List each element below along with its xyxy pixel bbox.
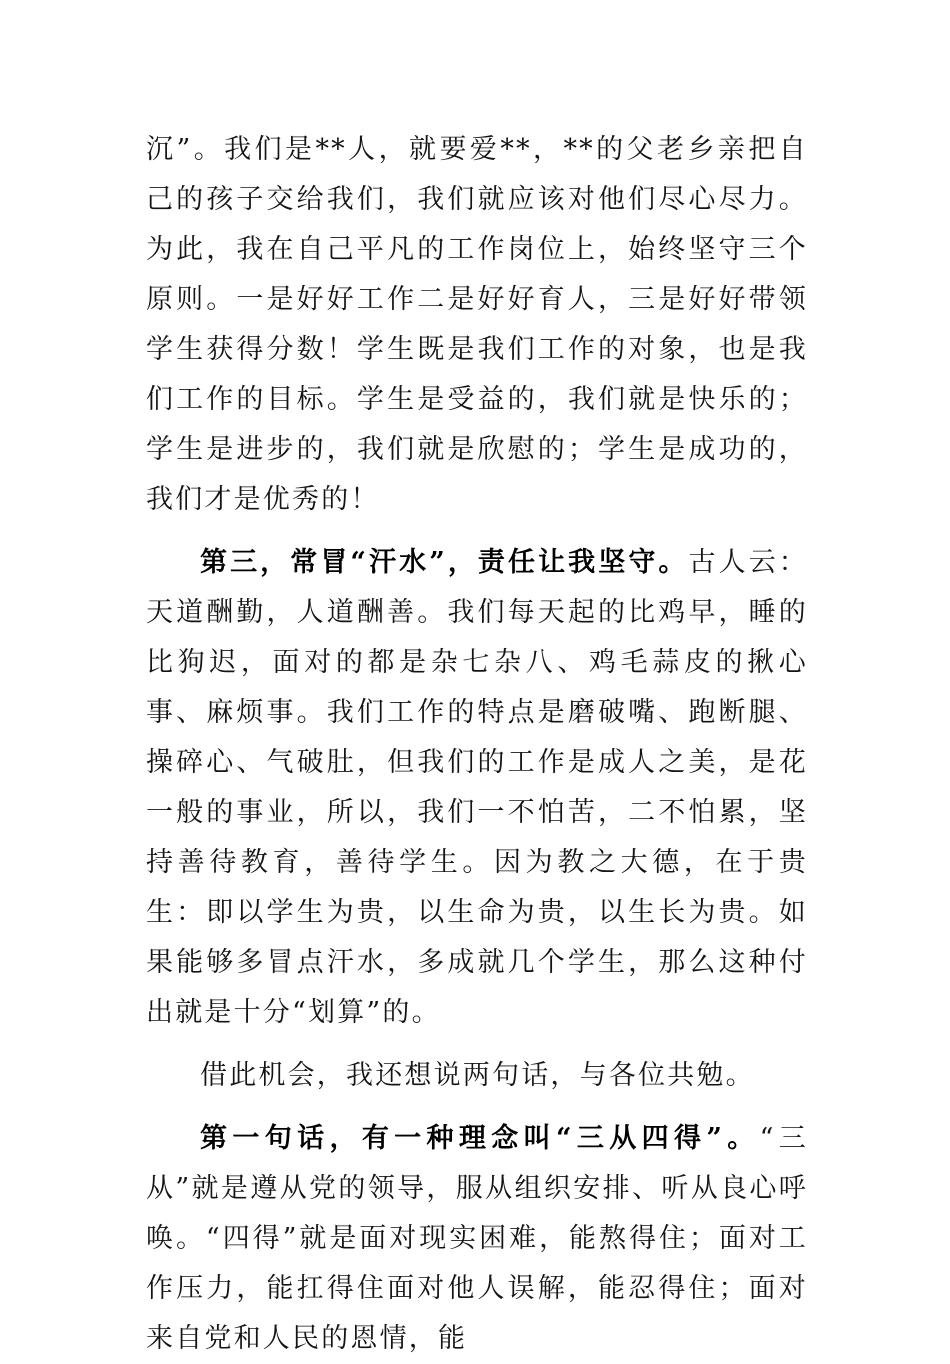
paragraph-1-text: 沉”。我们是**人，就要爱**，**的父老乡亲把自己的孩子交给我们，我们就应该对他们尽心尽力。为此，我在自己平凡的工作岗位上，始终坚守三个原则。一是好好工作二是好好育人，三是好好带领学生获得分数！学生既是我们工作的对象，也是我们工作的目标。学生是受益的，我们就是快乐的；学生是进步的，我们就是欣慰的；学生是成功的，我们才是优秀的！ <box>146 134 808 515</box>
paragraph-4-text: “三从”就是遵从党的领导，服从组织安排、听从良心呼唤。“四得”就是面对现实困难，能熬得住；面对工作压力，能扛得住面对他人误解，能忍得住；面对来自党和人民的恩情，能 <box>146 1123 808 1354</box>
paragraph-2 <box>146 538 808 1038</box>
paragraph-2-lead: 第三，常冒“汗水”，责任让我坚守。 <box>200 547 689 578</box>
paragraph-4-lead: 第一句话，有一种理念叫“三从四得”。 <box>200 1123 760 1154</box>
paragraph-1 <box>146 125 808 525</box>
paragraph-4 <box>146 1114 808 1364</box>
document-body <box>146 125 808 1364</box>
paragraph-2-text: 古人云：天道酬勤，人道酬善。我们每天起的比鸡早，睡的比狗迟，面对的都是杂七杂八、鸡毛蒜皮的揪心事、麻烦事。我们工作的特点是磨破嘴、跑断腿、操碎心、气破肚，但我们的工作是成人之美，是花一般的事业，所以，我们一不怕苦，二不怕累，坚持善待教育，善待学生。因为教之大德，在于贵生：即以学生为贵，以生命为贵，以生长为贵。如果能够多冒点汗水，多成就几个学生，那么这种付出就是十分“划算”的。 <box>146 547 808 1028</box>
paragraph-3 <box>146 1051 808 1101</box>
paragraph-3-text: 借此机会，我还想说两句话，与各位共勉。 <box>200 1060 755 1091</box>
